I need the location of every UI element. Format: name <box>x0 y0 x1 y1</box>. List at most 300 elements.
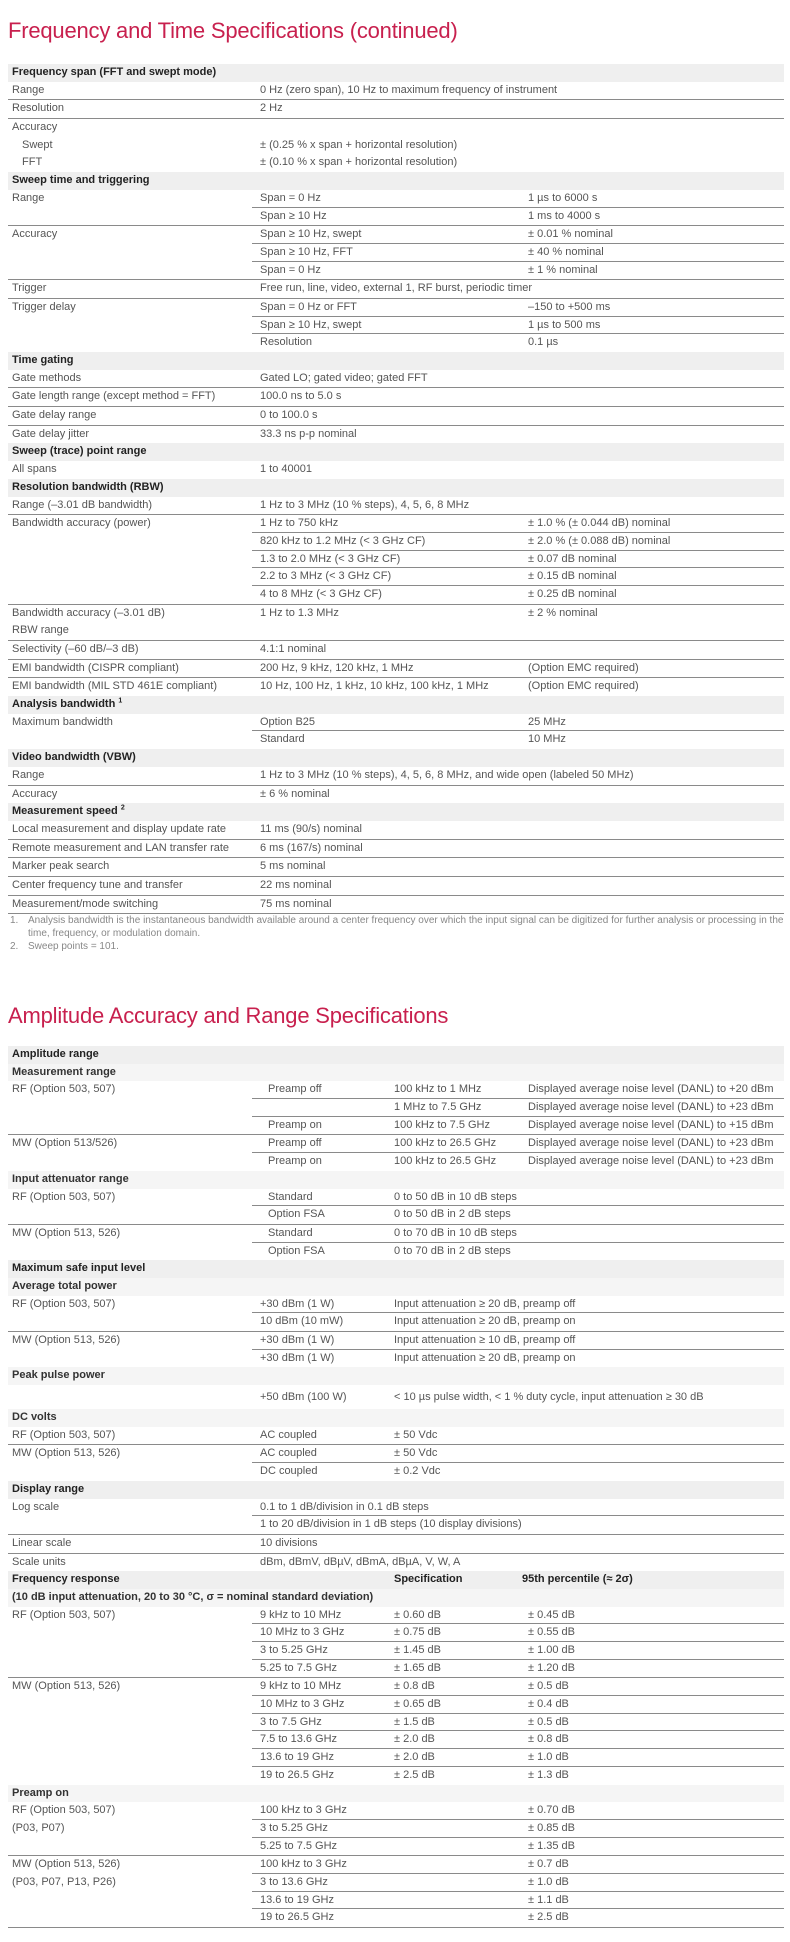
row-label: RF (Option 503, 507) <box>12 1297 116 1310</box>
row-value: ± 40 % nominal <box>528 245 604 258</box>
row-value: ± 2 % nominal <box>528 606 598 619</box>
table-row <box>8 877 784 896</box>
header-sweep-time: Sweep time and triggering <box>8 172 784 190</box>
header-max-safe-input: Maximum safe input level <box>8 1260 784 1278</box>
row-frequency: 100 kHz to 7.5 GHz <box>394 1118 490 1131</box>
row-note: (Option EMC required) <box>528 661 639 674</box>
footnote-text: Sweep points = 101. <box>28 941 119 952</box>
row-value: ± 0.25 dB nominal <box>528 587 617 600</box>
table-row <box>8 426 784 444</box>
table-row <box>8 1153 784 1171</box>
table-row <box>8 317 784 335</box>
table-row <box>8 896 784 915</box>
row-value: 1 to 40001 <box>260 463 312 476</box>
row-value: 0 to 50 dB in 2 dB steps <box>394 1208 511 1221</box>
row-label: Swept <box>22 138 53 151</box>
row-value: ± 1 % nominal <box>528 263 598 276</box>
row-frequency: 13.6 to 19 GHz <box>260 1893 334 1906</box>
row-value: 0.1 to 1 dB/division in 0.1 dB steps <box>260 1500 429 1513</box>
footnote <box>8 940 784 953</box>
footnote-ref: 2 <box>120 804 125 812</box>
row-mode: Preamp off <box>268 1083 322 1096</box>
table-row <box>8 1099 784 1117</box>
row-value: 0 to 70 dB in 2 dB steps <box>394 1244 511 1257</box>
table-row <box>8 1499 784 1517</box>
row-value: ± (0.10 % x span + horizontal resolution) <box>260 156 458 169</box>
row-mode: Preamp on <box>268 1118 322 1131</box>
table-row <box>8 1660 784 1679</box>
row-label: Gate delay jitter <box>12 427 90 440</box>
row-value: 0 Hz (zero span), 10 Hz to maximum frequency of instrument <box>260 83 558 96</box>
row-value: ± 2.0 % (± 0.088 dB) nominal <box>528 534 671 547</box>
row-condition: Span ≥ 10 Hz, swept <box>260 318 362 331</box>
row-spec: ± 1.5 dB <box>394 1715 435 1728</box>
row-p95: ± 1.1 dB <box>528 1893 569 1906</box>
row-spec: ± 0.8 dB <box>394 1680 435 1693</box>
row-condition: Resolution <box>260 336 312 349</box>
table-row <box>8 119 784 137</box>
header-analysis-bandwidth <box>8 696 784 714</box>
row-condition: < 10 µs pulse width, < 1 % duty cycle, input attenuation ≥ 30 dB <box>394 1391 704 1404</box>
table-row <box>8 1463 784 1481</box>
table-row <box>8 1535 784 1554</box>
header-frequency-response <box>8 1571 784 1589</box>
row-p95: ± 0.5 dB <box>528 1715 569 1728</box>
table-row <box>8 605 784 623</box>
table-row <box>8 786 784 804</box>
section-title-frequency-time: Frequency and Time Specifications (continued) <box>8 18 458 43</box>
row-label: (P03, P07) <box>12 1821 65 1834</box>
row-value: 1 Hz to 3 MHz (10 % steps), 4, 5, 6, 8 MHz, and wide open (labeled 50 MHz) <box>260 768 634 781</box>
row-spec: ± 0.75 dB <box>394 1626 442 1639</box>
table-row <box>8 388 784 407</box>
table-row <box>8 461 784 479</box>
table-row <box>8 660 784 679</box>
row-frequency: 5.25 to 7.5 GHz <box>260 1661 338 1674</box>
row-label: Marker peak search <box>12 860 110 873</box>
table-row <box>8 1296 784 1314</box>
row-mode: Preamp on <box>268 1155 322 1168</box>
table-row <box>8 858 784 877</box>
row-spec: ± 1.65 dB <box>394 1661 442 1674</box>
table-row <box>8 208 784 227</box>
table-row <box>8 568 784 586</box>
table-row <box>8 334 784 352</box>
footnotes <box>8 914 784 953</box>
row-condition: Standard <box>260 733 305 746</box>
row-condition: 4 to 8 MHz (< 3 GHz CF) <box>260 587 382 600</box>
table-row <box>8 533 784 551</box>
table-row <box>8 1624 784 1642</box>
row-value: 6 ms (167/s) nominal <box>260 841 363 854</box>
table-row <box>8 714 784 732</box>
frequency-time-table <box>8 64 784 914</box>
row-value: 1 ms to 4000 s <box>528 209 601 222</box>
row-frequency: 5.25 to 7.5 GHz <box>260 1839 338 1852</box>
row-label: All spans <box>12 463 57 476</box>
row-value: ± 50 Vdc <box>394 1428 438 1441</box>
table-row <box>8 1206 784 1225</box>
row-power: +50 dBm (100 W) <box>260 1391 347 1404</box>
row-p95: ± 1.00 dB <box>528 1644 576 1656</box>
header-frequency-span: Frequency span (FFT and swept mode) <box>8 64 784 82</box>
row-condition: Input attenuation ≥ 20 dB, preamp on <box>394 1315 576 1328</box>
table-row <box>8 244 784 262</box>
row-value: 2 Hz <box>260 102 283 115</box>
row-value: 10 Hz, 100 Hz, 1 kHz, 10 kHz, 100 kHz, 1 MHz <box>260 680 489 693</box>
row-frequency: 7.5 to 13.6 GHz <box>260 1733 338 1746</box>
row-condition: Input attenuation ≥ 20 dB, preamp on <box>394 1351 576 1364</box>
row-label: Bandwidth accuracy (–3.01 dB) <box>12 606 165 619</box>
row-value: Displayed average noise level (DANL) to +23 dBm <box>528 1155 774 1168</box>
row-p95: ± 1.3 dB <box>528 1768 569 1781</box>
row-spec: ± 2.0 dB <box>394 1733 435 1746</box>
column-header-95th-percentile: 95th percentile (≈ 2σ) <box>522 1573 633 1586</box>
row-mode: Standard <box>268 1190 313 1203</box>
table-row <box>8 1554 784 1572</box>
table-row <box>8 190 784 208</box>
row-p95: ± 0.7 dB <box>528 1858 569 1871</box>
row-power: +30 dBm (1 W) <box>260 1334 335 1346</box>
row-p95: ± 0.45 dB <box>528 1608 576 1621</box>
table-row <box>8 1135 784 1153</box>
row-value: ± 0.2 Vdc <box>394 1465 441 1478</box>
row-frequency: 13.6 to 19 GHz <box>260 1751 334 1764</box>
table-row <box>8 154 784 172</box>
row-mode: Standard <box>268 1226 313 1239</box>
row-label: Measurement/mode switching <box>12 897 159 910</box>
row-frequency: 3 to 5.25 GHz <box>260 1821 328 1834</box>
subheader-measurement-range: Measurement range <box>8 1064 784 1082</box>
row-value: ± 0.07 dB nominal <box>528 552 617 565</box>
table-row <box>8 840 784 859</box>
row-value: Displayed average noise level (DANL) to +15 dBm <box>528 1118 774 1131</box>
row-frequency: 100 kHz to 1 MHz <box>394 1083 482 1096</box>
row-condition: 1 Hz to 1.3 MHz <box>260 606 339 619</box>
row-frequency: 3 to 7.5 GHz <box>260 1715 322 1728</box>
row-p95: ± 2.5 dB <box>528 1911 569 1924</box>
row-condition: Span ≥ 10 Hz, swept <box>260 228 362 241</box>
row-p95: ± 1.35 dB <box>528 1839 576 1852</box>
row-value: ± 0.15 dB nominal <box>528 570 617 583</box>
table-row <box>8 1767 784 1785</box>
row-value: 10 MHz <box>528 733 566 746</box>
row-p95: ± 1.0 dB <box>528 1875 569 1888</box>
row-value: 11 ms (90/s) nominal <box>260 822 362 835</box>
row-value: 1 µs to 500 ms <box>528 318 601 331</box>
table-row <box>8 1802 784 1820</box>
table-row <box>8 1427 784 1446</box>
row-value: Free run, line, video, external 1, RF burst, periodic timer <box>260 282 533 295</box>
table-row <box>8 1350 784 1368</box>
row-value: 1 µs to 6000 s <box>528 191 598 204</box>
row-condition: Span = 0 Hz <box>260 263 321 276</box>
row-label: EMI bandwidth (CISPR compliant) <box>12 661 179 674</box>
table-row <box>8 1243 784 1261</box>
table-row <box>8 299 784 317</box>
row-p95: ± 1.20 dB <box>528 1661 576 1674</box>
row-mode: Preamp off <box>268 1137 322 1150</box>
table-row <box>8 678 784 696</box>
subheader-input-attenuator: Input attenuator range <box>8 1171 784 1189</box>
row-value: Displayed average noise level (DANL) to +20 dBm <box>528 1083 774 1096</box>
table-row <box>8 641 784 660</box>
row-label: RF (Option 503, 507) <box>12 1804 116 1817</box>
row-condition: Span ≥ 10 Hz <box>260 209 327 222</box>
table-row <box>8 1731 784 1749</box>
table-row <box>8 622 784 641</box>
row-label: Accuracy <box>12 787 58 800</box>
row-power: 10 dBm (10 mW) <box>260 1315 344 1328</box>
row-label: Selectivity (–60 dB/–3 dB) <box>12 643 139 655</box>
row-value: 5 ms nominal <box>260 860 326 873</box>
row-frequency: 100 kHz to 26.5 GHz <box>394 1137 497 1150</box>
row-condition: Span = 0 Hz or FFT <box>260 300 357 313</box>
table-row <box>8 407 784 426</box>
table-row <box>8 1714 784 1732</box>
table-row <box>8 515 784 533</box>
row-spec: ± 0.60 dB <box>394 1608 442 1621</box>
row-label: Range <box>12 191 45 204</box>
row-label: Remote measurement and LAN transfer rate <box>12 841 230 854</box>
row-label: MW (Option 513, 526) <box>12 1858 121 1871</box>
table-row <box>8 1874 784 1892</box>
row-value: 1 to 20 dB/division in 1 dB steps (10 display divisions) <box>260 1518 522 1531</box>
header-measurement-speed <box>8 803 784 821</box>
row-value: 200 Hz, 9 kHz, 120 kHz, 1 MHz <box>260 661 414 674</box>
row-frequency: 3 to 5.25 GHz <box>260 1644 328 1656</box>
footnote-number: 2. <box>10 941 19 952</box>
row-frequency: 1 MHz to 7.5 GHz <box>394 1101 482 1114</box>
row-p95: ± 0.85 dB <box>528 1821 576 1834</box>
table-row <box>8 100 784 119</box>
subheader-preamp-on: Preamp on <box>8 1785 784 1803</box>
footnote-number: 1. <box>10 915 19 926</box>
column-header-specification: Specification <box>394 1573 463 1586</box>
row-label: Center frequency tune and transfer <box>12 878 183 891</box>
row-p95: ± 1.0 dB <box>528 1751 569 1764</box>
header-vbw: Video bandwidth (VBW) <box>8 749 784 767</box>
row-value: Displayed average noise level (DANL) to +23 dBm <box>528 1101 774 1114</box>
table-row <box>8 1313 784 1332</box>
row-label: MW (Option 513, 526) <box>12 1680 121 1693</box>
subheader-dc-volts: DC volts <box>8 1409 784 1427</box>
row-value: 1 Hz to 3 MHz (10 % steps), 4, 5, 6, 8 MHz <box>260 498 470 511</box>
row-frequency: 10 MHz to 3 GHz <box>260 1626 345 1639</box>
table-row <box>8 1678 784 1696</box>
table-row <box>8 1081 784 1099</box>
table-row <box>8 226 784 244</box>
table-row <box>8 1516 784 1535</box>
row-label: Gate delay range <box>12 409 97 422</box>
row-p95: ± 0.55 dB <box>528 1626 576 1639</box>
row-label: Trigger <box>12 282 47 295</box>
row-label: Accuracy <box>12 228 58 241</box>
row-frequency: 100 kHz to 3 GHz <box>260 1858 347 1871</box>
row-label: MW (Option 513, 526) <box>12 1226 121 1239</box>
table-row <box>8 1820 784 1838</box>
table-row <box>8 1189 784 1207</box>
header-text: Measurement speed <box>12 805 118 818</box>
row-condition: 2.2 to 3 MHz (< 3 GHz CF) <box>260 570 392 583</box>
row-label: Bandwidth accuracy (power) <box>12 517 151 530</box>
table-row <box>8 821 784 840</box>
row-value: 10 divisions <box>260 1536 318 1549</box>
table-row <box>8 1445 784 1463</box>
row-label: MW (Option 513, 526) <box>12 1334 121 1346</box>
row-frequency: 9 kHz to 10 MHz <box>260 1680 342 1693</box>
table-row <box>8 370 784 389</box>
row-condition: 1 Hz to 750 kHz <box>260 517 339 530</box>
row-p95: ± 0.5 dB <box>528 1680 569 1693</box>
row-frequency: 19 to 26.5 GHz <box>260 1911 334 1924</box>
row-spec: ± 1.45 dB <box>394 1644 442 1656</box>
row-condition: Span ≥ 10 Hz, FFT <box>260 245 353 258</box>
row-value: 25 MHz <box>528 715 566 728</box>
amplitude-table <box>8 1046 784 1928</box>
row-frequency: 10 MHz to 3 GHz <box>260 1698 345 1711</box>
row-value: 75 ms nominal <box>260 897 332 910</box>
table-row <box>8 1909 784 1928</box>
row-label: MW (Option 513/526) <box>12 1137 118 1150</box>
table-row <box>8 767 784 786</box>
table-row <box>8 280 784 299</box>
row-value: 22 ms nominal <box>260 878 332 891</box>
header-trace-points: Sweep (trace) point range <box>8 443 784 461</box>
row-frequency: 3 to 13.6 GHz <box>260 1875 328 1888</box>
row-mode: Option FSA <box>268 1244 325 1257</box>
table-row <box>8 1749 784 1767</box>
row-label: RBW range <box>12 624 69 637</box>
row-value: ± 6 % nominal <box>260 787 330 800</box>
row-label: Gate methods <box>12 371 82 384</box>
row-label: Accuracy <box>12 121 58 134</box>
row-condition: Input attenuation ≥ 20 dB, preamp off <box>394 1297 576 1310</box>
row-power: +30 dBm (1 W) <box>260 1351 335 1364</box>
row-power: +30 dBm (1 W) <box>260 1297 335 1310</box>
row-value: –150 to +500 ms <box>528 300 611 313</box>
row-value: ± 50 Vdc <box>394 1447 438 1460</box>
row-label: RF (Option 503, 507) <box>12 1608 116 1621</box>
row-mode: AC coupled <box>260 1447 317 1460</box>
row-value: 0 to 70 dB in 10 dB steps <box>394 1226 517 1239</box>
table-row <box>8 1385 784 1409</box>
row-value: Displayed average noise level (DANL) to +23 dBm <box>528 1137 774 1150</box>
row-label: RF (Option 503, 507) <box>12 1190 116 1203</box>
row-note: (Option EMC required) <box>528 680 639 693</box>
row-label: Resolution <box>12 102 64 115</box>
row-label: Scale units <box>12 1555 66 1568</box>
row-label: FFT <box>22 156 43 169</box>
table-row <box>8 551 784 569</box>
table-row <box>8 1856 784 1874</box>
subheader-conditions: (10 dB input attenuation, 20 to 30 °C, σ = nominal standard deviation) <box>8 1589 784 1607</box>
row-label: MW (Option 513, 526) <box>12 1447 121 1460</box>
table-row <box>8 1332 784 1350</box>
row-label: Trigger delay <box>12 300 76 313</box>
header-time-gating: Time gating <box>8 352 784 370</box>
row-label: Gate length range (except method = FFT) <box>12 390 216 403</box>
row-spec: ± 0.65 dB <box>394 1698 442 1711</box>
subheader-average-power: Average total power <box>8 1278 784 1296</box>
row-label: EMI bandwidth (MIL STD 461E compliant) <box>12 680 218 693</box>
row-p95: ± 0.70 dB <box>528 1804 576 1817</box>
row-value: 4.1:1 nominal <box>260 643 327 655</box>
row-condition: 1.3 to 2.0 MHz (< 3 GHz CF) <box>260 552 401 565</box>
row-mode: Option FSA <box>268 1208 325 1221</box>
table-row <box>8 497 784 516</box>
row-condition: Span = 0 Hz <box>260 191 321 204</box>
table-row <box>8 1117 784 1136</box>
table-row <box>8 1892 784 1910</box>
table-row <box>8 731 784 749</box>
row-value: 0 to 50 dB in 10 dB steps <box>394 1190 517 1203</box>
row-frequency: 100 kHz to 3 GHz <box>260 1804 347 1817</box>
row-spec: ± 2.0 dB <box>394 1751 435 1764</box>
header-display-range: Display range <box>8 1481 784 1499</box>
table-row <box>8 82 784 101</box>
footnote <box>8 914 784 940</box>
header-amplitude-range: Amplitude range <box>8 1046 784 1064</box>
row-label: RF (Option 503, 507) <box>12 1428 116 1441</box>
table-row <box>8 586 784 605</box>
row-value: 0 to 100.0 s <box>260 409 318 422</box>
row-p95: ± 0.8 dB <box>528 1733 569 1746</box>
row-condition: 820 kHz to 1.2 MHz (< 3 GHz CF) <box>260 534 426 547</box>
table-row <box>8 137 784 155</box>
row-frequency: 9 kHz to 10 MHz <box>260 1608 342 1621</box>
row-frequency: 100 kHz to 26.5 GHz <box>394 1155 497 1168</box>
row-frequency: 19 to 26.5 GHz <box>260 1768 334 1781</box>
row-label: Log scale <box>12 1500 60 1513</box>
row-condition: Option B25 <box>260 715 316 728</box>
row-label: Linear scale <box>12 1536 72 1549</box>
table-row <box>8 1225 784 1243</box>
row-label: RF (Option 503, 507) <box>12 1083 116 1096</box>
table-row <box>8 1607 784 1625</box>
header-rbw: Resolution bandwidth (RBW) <box>8 479 784 497</box>
row-label: Range <box>12 83 45 96</box>
table-row <box>8 1696 784 1714</box>
row-label: Maximum bandwidth <box>12 715 113 728</box>
row-label: (P03, P07, P13, P26) <box>12 1875 116 1888</box>
row-value: ± 0.01 % nominal <box>528 228 613 241</box>
table-row <box>8 1642 784 1660</box>
row-label: Range <box>12 768 45 781</box>
header-text: Frequency response <box>12 1573 120 1586</box>
footnote-ref: 1 <box>118 697 123 705</box>
row-value: 100.0 ns to 5.0 s <box>260 390 342 403</box>
row-value: ± 1.0 % (± 0.044 dB) nominal <box>528 517 671 530</box>
row-value: Gated LO; gated video; gated FFT <box>260 371 428 384</box>
row-label: Range (–3.01 dB bandwidth) <box>12 498 153 511</box>
row-p95: ± 0.4 dB <box>528 1698 569 1711</box>
footnote-text: Analysis bandwidth is the instantaneous bandwidth available around a center frequency over which the input signal can be digitized for further analysis or processing in the time, frequency, or modulation domain. <box>28 915 784 939</box>
table-row <box>8 262 784 281</box>
row-mode: DC coupled <box>260 1465 318 1478</box>
row-value: ± (0.25 % x span + horizontal resolution) <box>260 138 458 151</box>
row-value: 33.3 ns p-p nominal <box>260 427 357 440</box>
row-value: 0.1 µs <box>528 336 559 349</box>
row-spec: ± 2.5 dB <box>394 1768 435 1781</box>
table-row <box>8 1838 784 1857</box>
section-title-amplitude: Amplitude Accuracy and Range Specifications <box>8 1003 449 1028</box>
row-label: Local measurement and display update rate <box>12 822 227 835</box>
row-condition: Input attenuation ≥ 10 dB, preamp off <box>394 1334 576 1346</box>
row-value: dBm, dBmV, dBµV, dBmA, dBµA, V, W, A <box>260 1555 461 1568</box>
header-text: Analysis bandwidth <box>12 698 116 711</box>
subheader-peak-pulse-power: Peak pulse power <box>8 1367 784 1385</box>
